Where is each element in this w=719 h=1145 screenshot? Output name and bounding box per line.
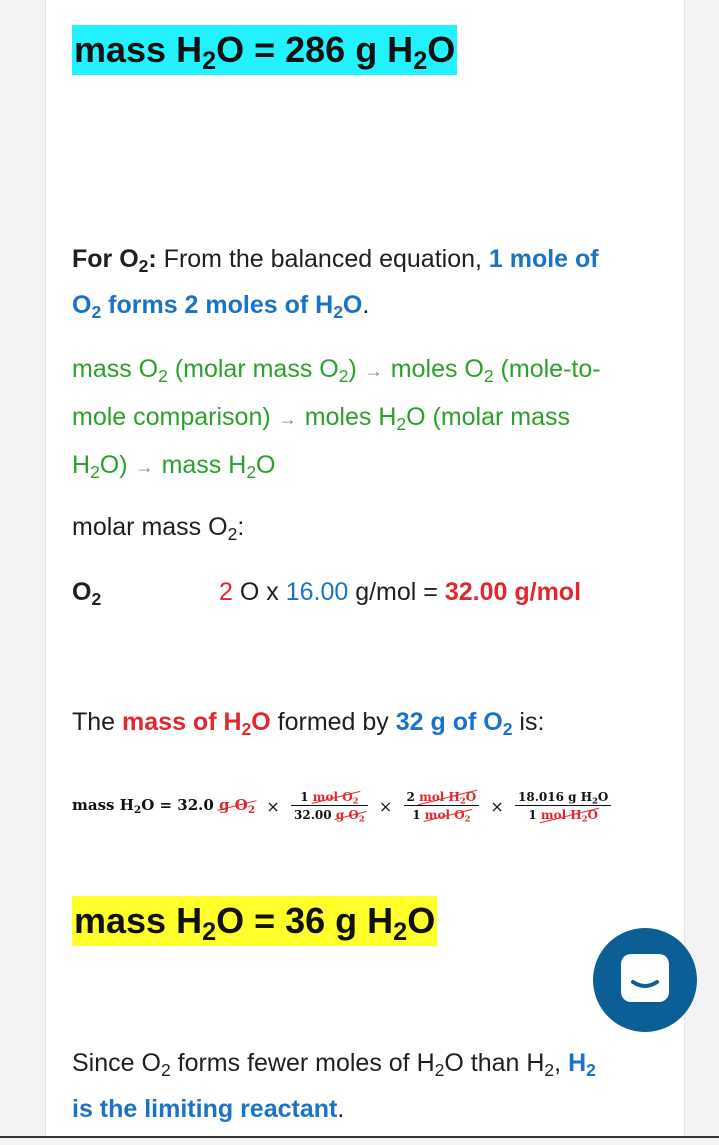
- conversion-roadmap: mass $O_2$ (molar mass $O_2$) → moles $O_2$ (mole-to- mole comparison) → moles $H_2O$ (molar mass $H_2O$) → mass $H_2O$: [72, 355, 601, 482]
- fraction-mole-ratio: $\frac{2 mol H_2O}{1 mol O_2}$: [404, 790, 480, 822]
- content-card: [45, 0, 685, 1136]
- arrow-icon: →: [135, 457, 154, 477]
- dimensional-analysis-equation: mass $H_2O = 32.0$ g $O_2$ × $\frac{1 mol O_2}{32.00 g O_2}$ × $\frac{2 mol H_2O}{1 mol O_2}$ × $\frac{18.016 g H_2O}{1 mol H_2O}$: [72, 790, 611, 822]
- fraction-mol-o2-per-g: $\frac{1 mol O_2}{32.00 g O_2}$: [291, 790, 368, 822]
- bottom-divider: [0, 1136, 719, 1138]
- question-text: The mass of $H_2O$ formed by 32 g of $O_2$ is:: [72, 708, 545, 739]
- chat-button[interactable]: [593, 928, 697, 1032]
- o2-intro-paragraph: For $O_2$: From the balanced equation, 1 mole of $O_2$ forms 2 moles of $H_2O$.: [72, 245, 599, 322]
- molar-mass-label: molar mass $O_2$:: [72, 513, 245, 544]
- chat-bubble-icon: [593, 928, 697, 1032]
- answer-mass-h2o-286: mass $H_2O = 286$ g $H_2O$: [72, 25, 457, 75]
- answer-mass-h2o-36: mass $H_2O = 36$ g $H_2O$: [72, 896, 437, 946]
- fraction-molar-mass-h2o: $\frac{18.016 g H_2O}{1 mol H_2O}$: [515, 790, 611, 822]
- arrow-icon: →: [364, 361, 383, 381]
- arrow-icon: →: [278, 409, 297, 429]
- conclusion-paragraph: Since $O_2$ forms fewer moles of $H_2O$ than $H_2$, $H_2$ is the limiting reactant.: [72, 1049, 596, 1123]
- molar-element-cell: $O_2$: [72, 578, 102, 609]
- molar-calculation: 2 O x 16.00 g/mol = 32.00 g/mol: [219, 578, 582, 606]
